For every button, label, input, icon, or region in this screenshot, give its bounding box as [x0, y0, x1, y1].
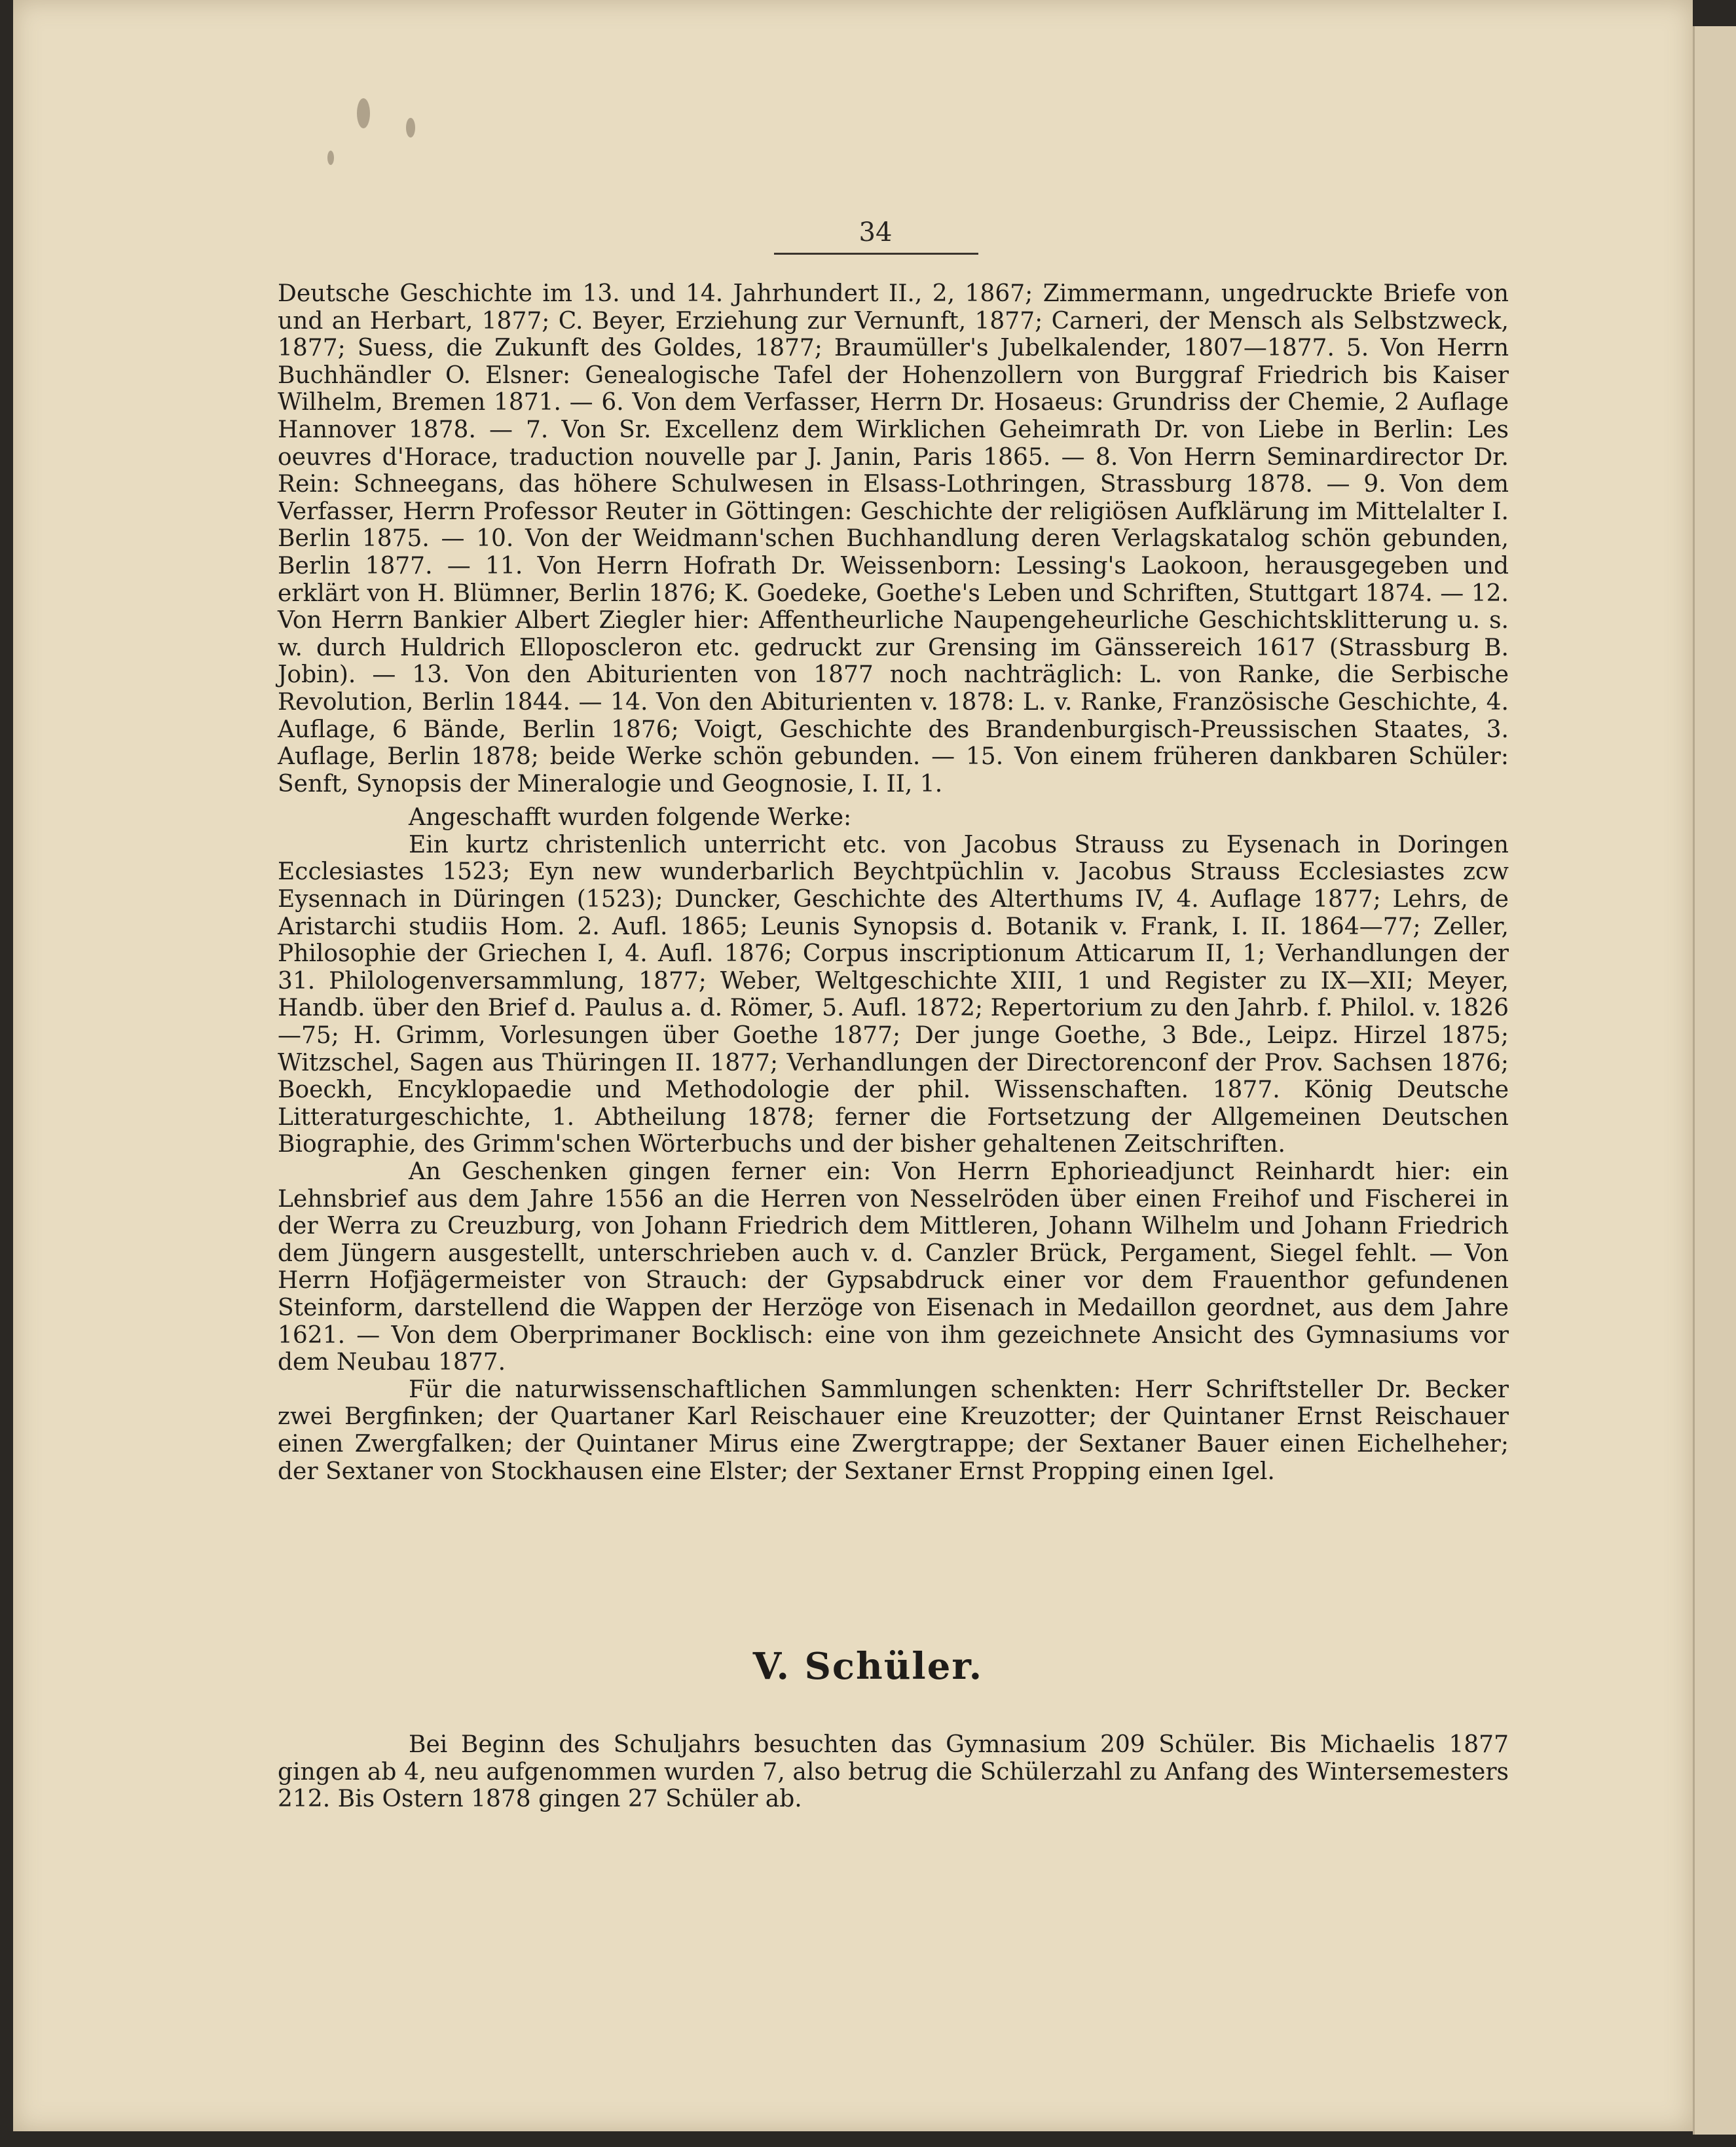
natural-science-paragraph: Für die naturwissenschaftlichen Sammlungen schenkten: Herr Schriftsteller Dr. Becker zwei Bergfinken; der Quartaner Karl Reischauer eine Kreuzotter; der Quintaner Ernst Reischauer einen Zwergfalken; der Quintaner Mirus eine Zwergtrappe; der Sextaner Bauer einen Eichelheher; der Sextaner von Stockhausen eine Elster; der Sextaner Ernst Propping einen Igel. — [278, 1376, 1509, 1485]
main-text-block — [278, 280, 1509, 1485]
students-text-block — [278, 1731, 1509, 1813]
page-number: 34 — [859, 217, 893, 248]
donations-paragraph: Deutsche Geschichte im 13. und 14. Jahrhundert II., 2, 1867; Zimmermann, ungedruckte Briefe von und an Herbart, 1877; C. Beyer, Erziehung zur Vernunft, 1877; Carneri, der Mensch als Selbstzweck, 1877; Suess, die Zukunft des Goldes, 1877; Braumüller's Jubelkalender, 1807—1877. 5. Von Herrn Buchhändler O. Elsner: Genealogische Tafel der Hohenzollern von Burggraf Friedrich bis Kaiser Wilhelm, Bremen 1871. — 6. Von dem Verfasser, Herrn Dr. Hosaeus: Grundriss der Chemie, 2 Auflage Hannover 1878. — 7. Von Sr. Excellenz dem Wirklichen Geheimrath Dr. von Liebe in Berlin: Les oeuvres d'Horace, traduction nouvelle par J. Janin, Paris 1865. — 8. Von Herrn Seminardirector Dr. Rein: Schneegans, das höhere Schulwesen in Elsass-Lothringen, Strassburg 1878. — 9. Von dem Verfasser, Herrn Professor Reuter in Göttingen: Geschichte der religiösen Aufklärung im Mittelalter I. Berlin 1875. — 10. Von der Weidmann'schen Buchhandlung deren Verlagskatalog schön gebunden, Berlin 1877. — 11. Von Herrn Hofrath Dr. Weissenborn: Lessing's Laokoon, herausgegeben und erklärt von H. Blümner, Berlin 1876; K. Goedeke, Goethe's Leben und Schriften, Stuttgart 1874. — 12. Von Herrn Bankier Albert Ziegler hier: Affentheurliche Naupengeheurliche Geschichtsklitterung u. s. w. durch Huldrich Elloposcleron etc. gedruckt zur Grensing im Gänssereich 1617 (Strassburg B. Jobin). — 13. Von den Abiturienten von 1877 noch nachträglich: L. von Ranke, die Serbische Revolution, Berlin 1844. — 14. Von den Abiturienten v. 1878: L. v. Ranke, Französische Geschichte, 4. Auflage, 6 Bände, Berlin 1876; Voigt, Geschichte des Brandenburgisch-Preussischen Staates, 3. Auflage, Berlin 1878; beide Werke schön gebunden. — 15. Von einem früheren dankbaren Schüler: Senft, Synopsis der Mineralogie und Geognosie, I. II, 1. — [278, 280, 1509, 798]
header-rule — [774, 253, 978, 255]
acquisitions-intro: Angeschafft wurden folgende Werke: — [409, 804, 852, 832]
students-paragraph: Bei Beginn des Schuljahrs besuchten das Gymnasium 209 Schüler. Bis Michaelis 1877 gingen ab 4, neu aufgenommen wurden 7, also betrug die Schülerzahl zu Anfang des Wintersemesters 212. Bis Ostern 1878 gingen 27 Schüler ab. — [278, 1731, 1509, 1813]
gifts-paragraph: An Geschenken gingen ferner ein: Von Herrn Ephorieadjunct Reinhardt hier: ein Lehnsbrief aus dem Jahre 1556 an die Herren von Nesselröden über einen Freihof und Fischerei in der Werra zu Creuzburg, von Johann Friedrich dem Mittleren, Johann Wilhelm und Johann Friedrich dem Jüngern ausgestellt, unterschrieben auch v. d. Canzler Brück, Pergament, Siegel fehlt. — Von Herrn Hofjägermeister von Strauch: der Gypsabdruck einer vor dem Frauenthor gefundenen Steinform, darstellend die Wappen der Herzöge von Eisenach in Medaillon geordnet, aus dem Jahre 1621. — Von dem Oberprimaner Bocklisch: eine von ihm gezeichnete Ansicht des Gymnasiums vor dem Neubau 1877. — [278, 1158, 1509, 1376]
stain-mark — [327, 151, 334, 165]
stain-mark — [406, 118, 415, 138]
acquisitions-paragraph: Ein kurtz christenlich unterricht etc. von Jacobus Strauss zu Eysenach in Doringen Ecclesiastes 1523; Eyn new wunderbarlich Beychtpüchlin v. Jacobus Strauss Ecclesiastes zcw Eysennach in Düringen (1523); Duncker, Geschichte des Alterthums IV, 4. Auflage 1877; Lehrs, de Aristarchi studiis Hom. 2. Aufl. 1865; Leunis Synopsis d. Botanik v. Frank, I. II. 1864—77; Zeller, Philosophie der Griechen I, 4. Aufl. 1876; Corpus inscriptionum Atticarum II, 1; Verhandlungen der 31. Philologenversammlung, 1877; Weber, Weltgeschichte XIII, 1 und Register zu IX—XII; Meyer, Handb. über den Brief d. Paulus a. d. Römer, 5. Aufl. 1872; Repertorium zu den Jahrb. f. Philol. v. 1826—75; H. Grimm, Vorlesungen über Goethe 1877; Der junge Goethe, 3 Bde., Leipz. Hirzel 1875; Witzschel, Sagen aus Thüringen II. 1877; Verhandlungen der Directorenconf der Prov. Sachsen 1876; Boeckh, Encyklopaedie und Methodologie der phil. Wissenschaften. 1877. König Deutsche Litteraturgeschichte, 1. Abtheilung 1878; ferner die Fortsetzung der Allgemeinen Deutschen Biographie, des Grimm'schen Wörterbuchs und der bisher gehaltenen Zeitschriften. — [278, 831, 1509, 1158]
stain-mark — [357, 98, 370, 128]
adjacent-page-edge — [1693, 26, 1736, 2135]
section-heading: V. Schüler. — [752, 1645, 984, 1688]
